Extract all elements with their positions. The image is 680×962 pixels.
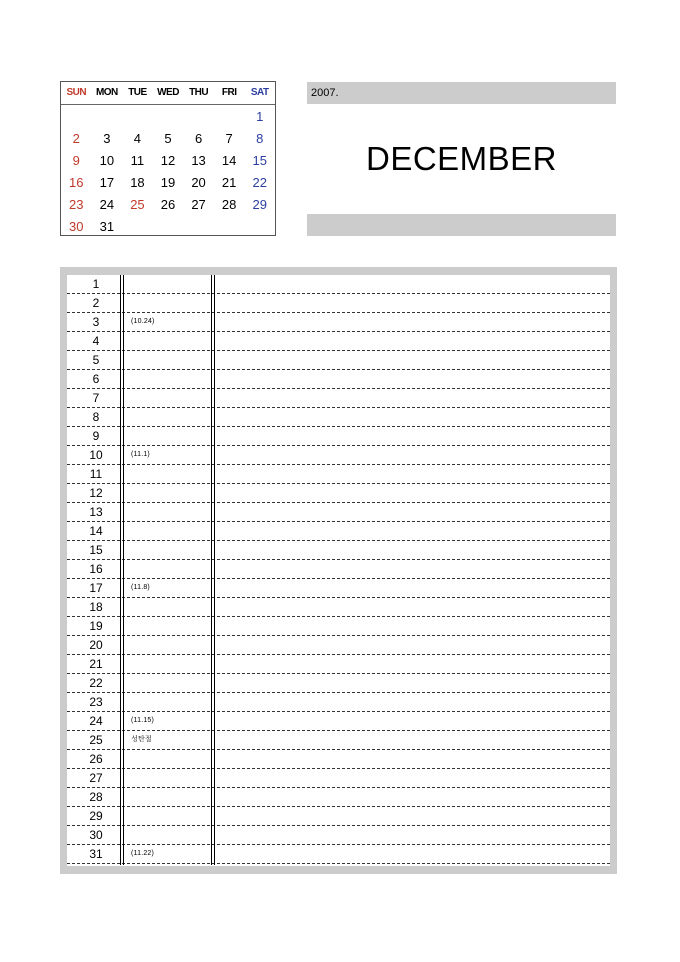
calendar-day: 23: [69, 197, 84, 212]
calendar-day: 7: [225, 131, 233, 146]
planner-sheet: [67, 275, 610, 866]
calendar-day: 21: [221, 175, 237, 190]
day-note: (11.15): [131, 717, 155, 724]
mini-calendar: [60, 81, 276, 236]
header-bottom-bar: [307, 214, 616, 236]
divider-line: [211, 275, 212, 865]
calendar-day: [122, 106, 153, 128]
weekday-label: MON: [95, 87, 118, 98]
calendar-day: 15: [252, 153, 267, 168]
calendar-day: 20: [191, 175, 206, 190]
planner-row: [67, 845, 610, 864]
day-number: 4: [92, 334, 100, 348]
day-number: 1: [92, 277, 100, 291]
day-number: 3: [92, 315, 100, 329]
day-number: 8: [92, 410, 100, 424]
weekday-label: FRI: [221, 87, 237, 98]
planner-row: [67, 484, 610, 503]
calendar-day: [214, 106, 245, 128]
planner-row: [67, 332, 610, 351]
day-number: 29: [89, 809, 103, 823]
divider-line: [214, 275, 215, 865]
planner-row: [67, 617, 610, 636]
day-number: 7: [92, 391, 100, 405]
calendar-day: 24: [99, 197, 115, 212]
day-note: (10.24): [131, 318, 155, 325]
day-number: 11: [89, 467, 103, 481]
day-note: (11.8): [131, 584, 150, 591]
day-number: 2: [92, 296, 100, 310]
calendar-day: 18: [130, 175, 145, 190]
planner-row: [67, 598, 610, 617]
day-number: 6: [92, 372, 100, 386]
calendar-day: [61, 106, 92, 128]
day-note: (11.22): [131, 850, 155, 857]
planner-row: [67, 636, 610, 655]
day-number: 26: [89, 752, 103, 766]
day-number: 14: [89, 524, 103, 538]
calendar-day: 29: [252, 197, 267, 212]
planner-rows: [67, 275, 610, 864]
calendar-day: 10: [99, 153, 115, 168]
calendar-day: 28: [221, 197, 237, 212]
day-number: 12: [89, 486, 103, 500]
calendar-day: 26: [160, 197, 176, 212]
calendar-day: 5: [164, 131, 172, 146]
calendar-day: 16: [69, 175, 84, 190]
calendar-day: [153, 216, 184, 238]
planner-row: [67, 313, 610, 332]
planner-row: [67, 560, 610, 579]
divider-line: [120, 275, 121, 865]
calendar-day: 12: [160, 153, 176, 168]
day-number: 30: [89, 828, 103, 842]
calendar-day: 19: [160, 175, 176, 190]
calendar-day: 30: [69, 219, 84, 234]
calendar-day: [153, 106, 184, 128]
day-number: 16: [89, 562, 103, 576]
day-number: 5: [92, 353, 100, 367]
calendar-day: 6: [194, 131, 203, 146]
calendar-day: 9: [72, 153, 80, 168]
calendar-day: [92, 106, 123, 128]
day-note: 성탄절: [131, 736, 152, 743]
planner-row: [67, 579, 610, 598]
calendar-day: 22: [252, 175, 267, 190]
planner-row: [67, 465, 610, 484]
day-number: 9: [92, 429, 100, 443]
weekday-label: TUE: [128, 87, 147, 98]
calendar-day: [244, 216, 275, 238]
planner-row: [67, 389, 610, 408]
planner-row: [67, 674, 610, 693]
planner-row: [67, 503, 610, 522]
day-number: 24: [89, 714, 103, 728]
mini-calendar-grid: [61, 106, 275, 238]
planner-row: [67, 446, 610, 465]
calendar-day: [183, 106, 214, 128]
day-number: 20: [89, 638, 103, 652]
day-number: 28: [89, 790, 103, 804]
day-number: 23: [89, 695, 103, 709]
planner-row: [67, 807, 610, 826]
planner-row: [67, 731, 610, 750]
planner-row: [67, 750, 610, 769]
day-number: 31: [89, 847, 103, 861]
calendar-day: 27: [191, 197, 206, 212]
weekday-label: WED: [157, 87, 179, 98]
planner-frame: [60, 267, 617, 874]
calendar-day: [122, 216, 153, 238]
calendar-day: 2: [72, 131, 80, 146]
day-number: 17: [89, 581, 103, 595]
day-number: 25: [89, 733, 103, 747]
calendar-day: [214, 216, 245, 238]
planner-row: [67, 427, 610, 446]
day-note: (11.1): [131, 451, 150, 458]
calendar-day: 31: [99, 219, 115, 234]
year-label: 2007.: [311, 87, 339, 99]
planner-row: [67, 655, 610, 674]
day-number: 21: [89, 657, 103, 671]
day-number: 22: [89, 676, 103, 690]
day-number: 27: [89, 771, 103, 785]
planner-row: [67, 769, 610, 788]
calendar-day: 13: [191, 153, 206, 168]
planner-row: [67, 294, 610, 313]
divider-line: [123, 275, 124, 865]
weekday-label: THU: [189, 87, 209, 98]
day-number: 15: [89, 543, 103, 557]
planner-row: [67, 541, 610, 560]
calendar-day: 14: [221, 153, 237, 168]
calendar-day: 3: [103, 131, 111, 146]
calendar-day: 8: [256, 131, 264, 146]
day-number: 10: [89, 448, 103, 462]
planner-row: [67, 712, 610, 731]
planner-row: [67, 788, 610, 807]
day-number: 13: [89, 505, 103, 519]
month-title: DECEMBER: [365, 140, 558, 177]
day-number: 19: [89, 619, 103, 633]
day-number: 18: [89, 600, 103, 614]
planner-row: [67, 275, 610, 294]
planner-row: [67, 693, 610, 712]
calendar-day: 4: [133, 131, 142, 146]
planner-row: [67, 408, 610, 427]
planner-row: [67, 826, 610, 845]
weekday-header: [61, 82, 275, 105]
weekday-label: SUN: [66, 87, 87, 98]
calendar-day: [183, 216, 214, 238]
calendar-day: 17: [99, 175, 115, 190]
planner-row: [67, 351, 610, 370]
year-bar: [307, 82, 616, 104]
weekday-label: SAT: [250, 87, 269, 98]
planner-row: [67, 522, 610, 541]
planner-row: [67, 370, 610, 389]
calendar-day: 1: [256, 109, 264, 124]
calendar-day: 11: [130, 153, 145, 168]
calendar-day: 25: [130, 197, 145, 212]
